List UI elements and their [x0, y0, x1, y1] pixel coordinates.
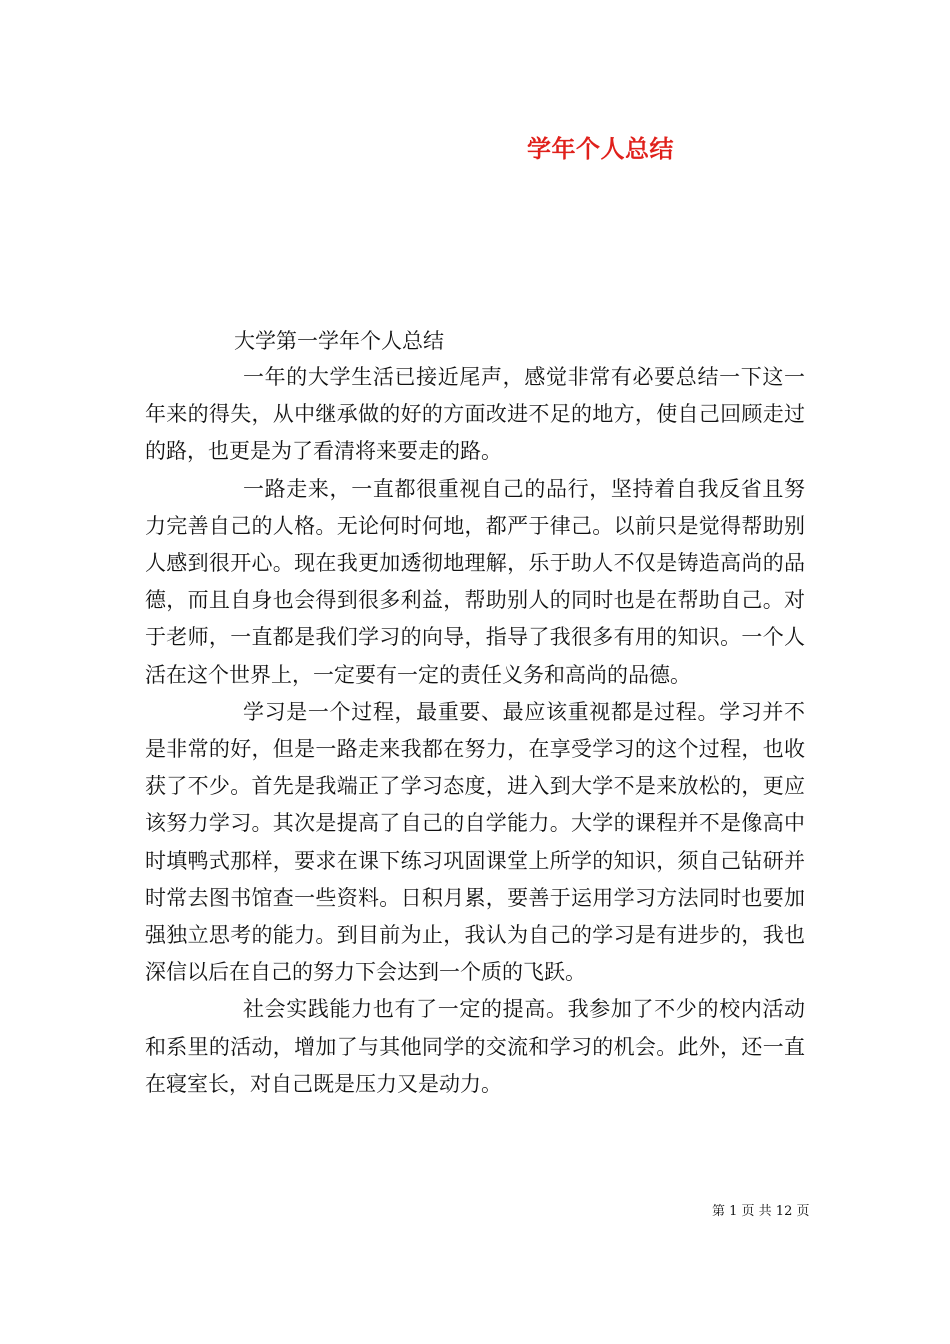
paragraph-2: 一路走来，一直都很重视自己的品行，坚持着自我反省且努力完善自己的人格。无论何时何地，都严于律己。以前只是觉得帮助别人感到很开心。现在我更加透彻地理解，乐于助人不仅是铸造高尚的品德，而且自身也会得到很多利益，帮助别人的同时也是在帮助自己。对于老师，一直都是我们学习的向导，指导了我很多有用的知识。一个人活在这个世界上，一定要有一定的责任义务和高尚的品德。: [145, 476, 805, 687]
page-number-footer: 第 1 页 共 12 页: [712, 1204, 810, 1219]
document-body: [145, 359, 805, 1103]
paragraph-3: 学习是一个过程，最重要、最应该重视都是过程。学习并不是非常的好，但是一路走来我都在努力，在享受学习的这个过程，也收获了不少。首先是我端正了学习态度，进入到大学不是来放松的，更应该努力学习。其次是提高了自己的自学能力。大学的课程并不是像高中时填鸭式那样，要求在课下练习巩固课堂上所学的知识，须自己钻研并时常去图书馆查一些资料。日积月累，要善于运用学习方法同时也要加强独立思考的能力。到目前为止，我认为自己的学习是有进步的，我也深信以后在自己的努力下会达到一个质的飞跃。: [145, 699, 805, 985]
document-title: 学年个人总结: [527, 134, 674, 163]
document-subtitle: 大学第一学年个人总结: [234, 329, 444, 353]
paragraph-1: 一年的大学生活已接近尾声，感觉非常有必要总结一下这一年来的得失，从中继承做的好的方面改进不足的地方，使自己回顾走过的路，也更是为了看清将来要走的路。: [145, 365, 805, 464]
paragraph-4: 社会实践能力也有了一定的提高。我参加了不少的校内活动和系里的活动，增加了与其他同学的交流和学习的机会。此外，还一直在寝室长，对自己既是压力又是动力。: [145, 997, 805, 1096]
